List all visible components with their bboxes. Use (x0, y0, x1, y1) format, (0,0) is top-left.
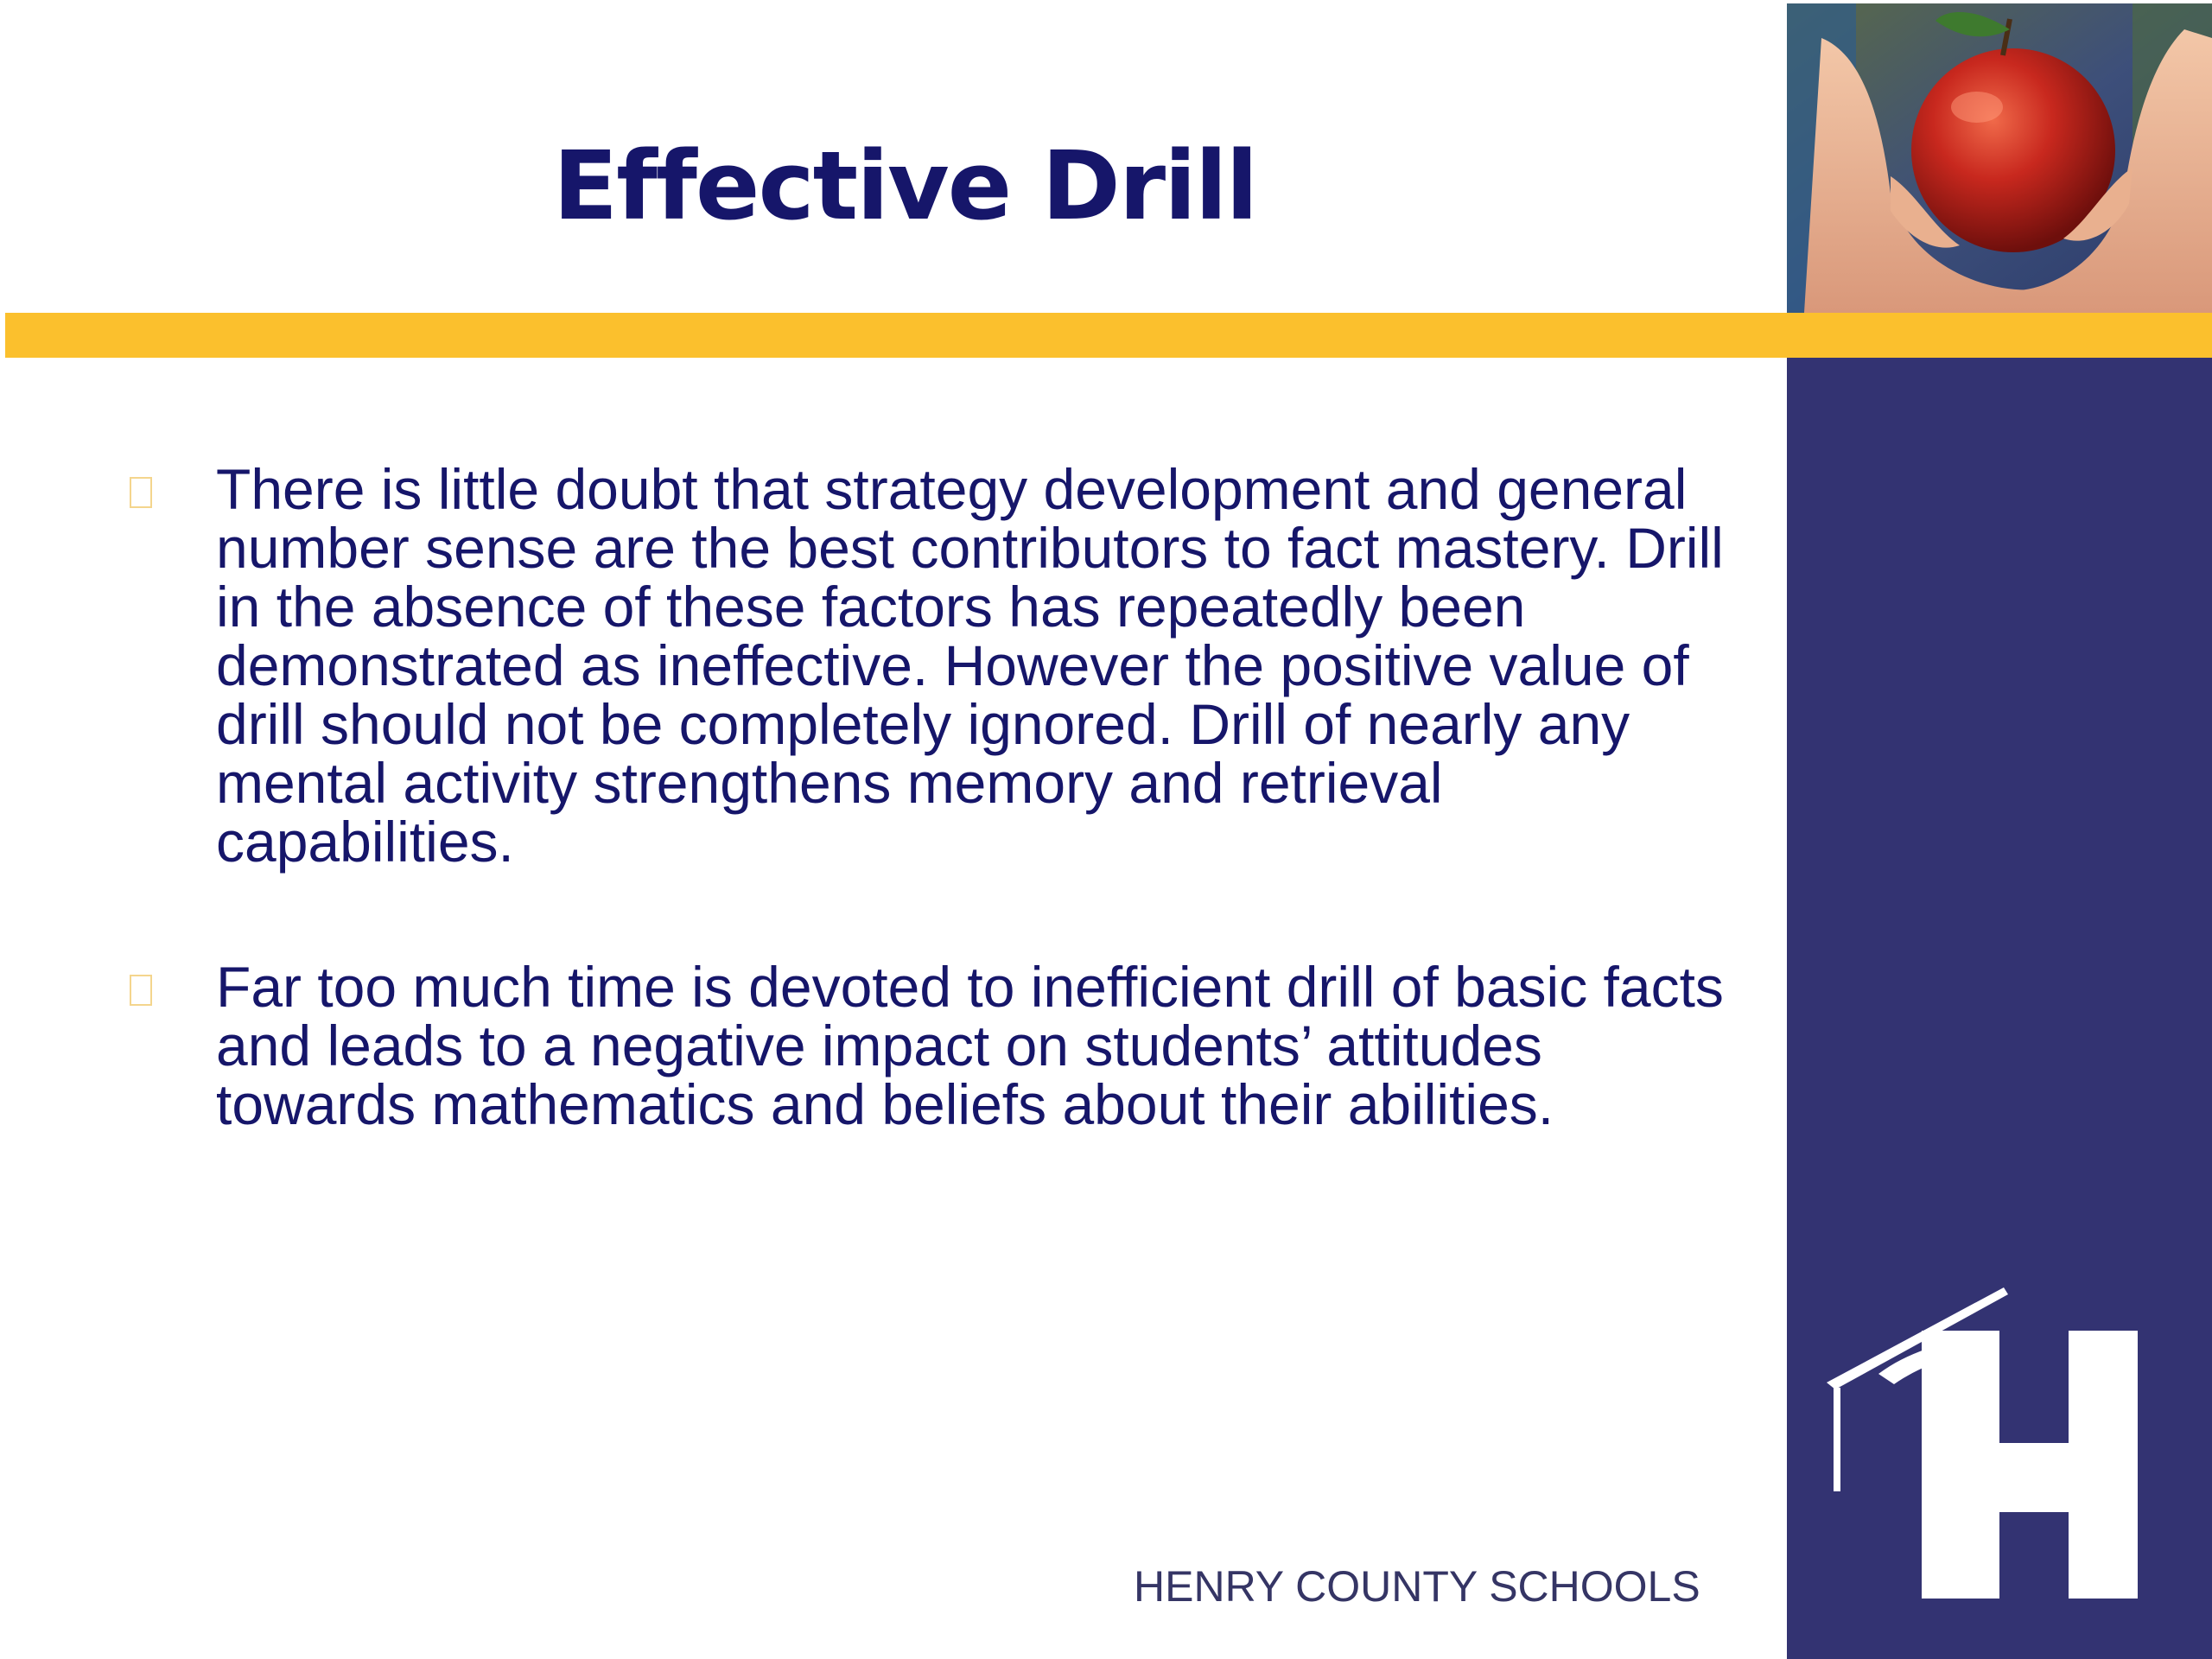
bullet-list (130, 457, 1754, 1136)
school-logo-icon (1818, 1279, 2164, 1607)
bullet-text: There is little doubt that strategy development and general number sense are the best contributors to fact mastery. Drill in the absence of these factors has repeatedly been demonstrated as ineffective. However the positive value of drill should not be completely ignored. Drill of nearly any mental activity strengthens memory and retrieval capabilities. (216, 457, 1724, 874)
bullet-icon (130, 975, 152, 1006)
bullet-icon (130, 477, 152, 508)
accent-bar (5, 313, 2212, 358)
apple-photo (1787, 3, 2212, 313)
slide-title: Effective Drill (553, 130, 1257, 241)
bullet-item (130, 457, 1754, 874)
bullet-item (130, 957, 1754, 1134)
footer-school-name: HENRY COUNTY SCHOOLS (1134, 1562, 1700, 1611)
bullet-text: Far too much time is devoted to inefficient drill of basic facts and leads to a negative impact on students’ attitudes towards mathematics and beliefs about their abilities. (216, 955, 1724, 1136)
